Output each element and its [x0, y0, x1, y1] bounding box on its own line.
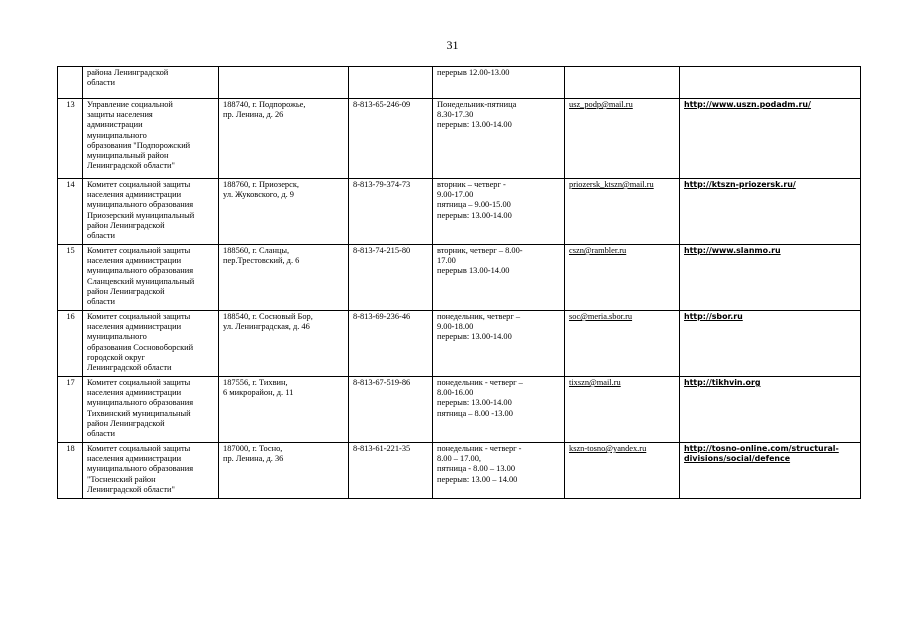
table-row	[58, 245, 861, 311]
email-link[interactable]: priozersk_ktszn@mail.ru	[569, 180, 654, 189]
organization-name: Комитет социальной защиты населения администрации муниципального образования "Тосненский район Ленинградской области"	[87, 444, 194, 494]
email-link-cell	[565, 67, 680, 99]
table-row	[58, 443, 861, 499]
website-link[interactable]: http://www.slanmo.ru	[684, 246, 781, 255]
address-cell	[219, 179, 349, 245]
website-link[interactable]: http://www.uszn.podadm.ru/	[684, 100, 811, 109]
email-link[interactable]: kszn-tosno@yandex.ru	[569, 444, 647, 453]
website-link-cell	[680, 311, 861, 377]
row-number: 17	[66, 378, 75, 387]
address-cell	[219, 311, 349, 377]
row-number: 13	[66, 100, 75, 109]
phone: 8-813-67-519-86	[353, 378, 411, 387]
email-link-cell	[565, 311, 680, 377]
phone: 8-813-79-374-73	[353, 180, 411, 189]
phone-cell	[349, 67, 433, 99]
email-link[interactable]: soc@meria.sbor.ru	[569, 312, 633, 321]
working-hours: вторник – четверг - 9.00-17.00 пятница – 9.00-15.00 перерыв: 13.00-14.00	[437, 180, 512, 220]
organization-name-cell	[83, 67, 219, 99]
address: 188540, г. Сосновый Бор, ул. Ленинградская, д. 46	[223, 312, 313, 332]
row-number-cell	[58, 443, 83, 499]
table-row	[58, 99, 861, 179]
address-cell	[219, 377, 349, 443]
organization-name-cell	[83, 311, 219, 377]
working-hours: понедельник, четверг – 9.00-18.00 перерыв: 13.00-14.00	[437, 312, 521, 342]
working-hours-cell	[433, 443, 565, 499]
website-link-cell	[680, 245, 861, 311]
organization-name: Комитет социальной защиты населения администрации муниципального образования Тихвинский муниципальный район Ленинградской области	[87, 378, 194, 439]
address-cell	[219, 245, 349, 311]
table-row	[58, 179, 861, 245]
website-link[interactable]: http://ktszn-priozersk.ru/	[684, 180, 796, 189]
row-number: 18	[66, 444, 75, 453]
page-number: 31	[446, 38, 459, 52]
organization-name-cell	[83, 179, 219, 245]
address-cell	[219, 99, 349, 179]
phone-cell	[349, 443, 433, 499]
website-link-cell	[680, 443, 861, 499]
address: 188740, г. Подпорожье, пр. Ленина, д. 26	[223, 100, 306, 120]
website-link-cell	[680, 67, 861, 99]
email-link[interactable]: cszn@rambler.ru	[569, 246, 627, 255]
website-link-cell	[680, 179, 861, 245]
email-link-cell	[565, 99, 680, 179]
table-row	[58, 67, 861, 99]
address: 188760, г. Приозерск, ул. Жуковского, д. 9	[223, 180, 299, 200]
table-row	[58, 377, 861, 443]
address: 188560, г. Сланцы, пер.Трестовский, д. 6	[223, 246, 300, 266]
email-link[interactable]: usz_podp@mail.ru	[569, 100, 633, 109]
website-link[interactable]: http://tosno-online.com/structural- divisions/social/defence	[684, 444, 839, 463]
row-number-cell	[58, 99, 83, 179]
row-number: 14	[66, 180, 75, 189]
organization-name: Комитет социальной защиты населения администрации муниципального образования Приозерский муниципальный район Ленинградской области	[87, 180, 195, 241]
phone: 8-813-65-246-09	[353, 100, 411, 109]
working-hours: перерыв 12.00-13.00	[437, 68, 510, 77]
phone: 8-813-69-236-46	[353, 312, 411, 321]
organization-name-cell	[83, 377, 219, 443]
email-link-cell	[565, 377, 680, 443]
working-hours-cell	[433, 99, 565, 179]
working-hours: Понедельник-пятница 8.30-17.30 перерыв: 13.00-14.00	[437, 100, 517, 130]
table-body	[58, 67, 861, 499]
phone-cell	[349, 311, 433, 377]
organization-name: Управление социальной защиты населения администрации муниципального образования "Подпорожский муниципальный район Ленинградской области"	[87, 100, 191, 171]
working-hours: понедельник - четверг – 8.00-16.00 перерыв: 13.00-14.00 пятница – 8.00 -13.00	[437, 378, 523, 418]
row-number-cell	[58, 179, 83, 245]
address: 187556, г. Тихвин, 6 микрорайон, д. 11	[223, 378, 294, 398]
address: 187000, г. Тосно, пр. Ленина, д. 36	[223, 444, 284, 464]
contacts-table	[57, 66, 861, 499]
organization-name: района Ленинградской области	[87, 68, 169, 88]
table-row	[58, 311, 861, 377]
working-hours: вторник, четверг – 8.00- 17.00 перерыв 13.00-14.00	[437, 246, 523, 276]
website-link-cell	[680, 99, 861, 179]
working-hours-cell	[433, 311, 565, 377]
organization-name: Комитет социальной защиты населения администрации муниципального образования Сланцевский муниципальный район Ленинградской области	[87, 246, 195, 307]
phone-cell	[349, 245, 433, 311]
email-link-cell	[565, 245, 680, 311]
phone-cell	[349, 377, 433, 443]
working-hours: понедельник - четверг - 8.00 – 17.00, пятница - 8.00 – 13.00 перерыв: 13.00 – 14.00	[437, 444, 522, 484]
email-link-cell	[565, 443, 680, 499]
row-number: 15	[66, 246, 75, 255]
working-hours-cell	[433, 245, 565, 311]
row-number: 16	[66, 312, 75, 321]
phone-cell	[349, 99, 433, 179]
row-number-cell	[58, 245, 83, 311]
row-number-cell	[58, 377, 83, 443]
website-link-cell	[680, 377, 861, 443]
row-number-cell	[58, 67, 83, 99]
email-link-cell	[565, 179, 680, 245]
working-hours-cell	[433, 377, 565, 443]
address-cell	[219, 67, 349, 99]
working-hours-cell	[433, 179, 565, 245]
website-link[interactable]: http://sbor.ru	[684, 312, 743, 321]
working-hours-cell	[433, 67, 565, 99]
website-link[interactable]: http://tikhvin.org	[684, 378, 761, 387]
email-link[interactable]: tixszn@mail.ru	[569, 378, 621, 387]
phone: 8-813-74-215-80	[353, 246, 411, 255]
organization-name-cell	[83, 245, 219, 311]
organization-name: Комитет социальной защиты населения администрации муниципального образования Сосновоборский городской округ Ленинградской области	[87, 312, 194, 373]
phone: 8-813-61-221-35	[353, 444, 411, 453]
address-cell	[219, 443, 349, 499]
organization-name-cell	[83, 99, 219, 179]
phone-cell	[349, 179, 433, 245]
row-number-cell	[58, 311, 83, 377]
organization-name-cell	[83, 443, 219, 499]
